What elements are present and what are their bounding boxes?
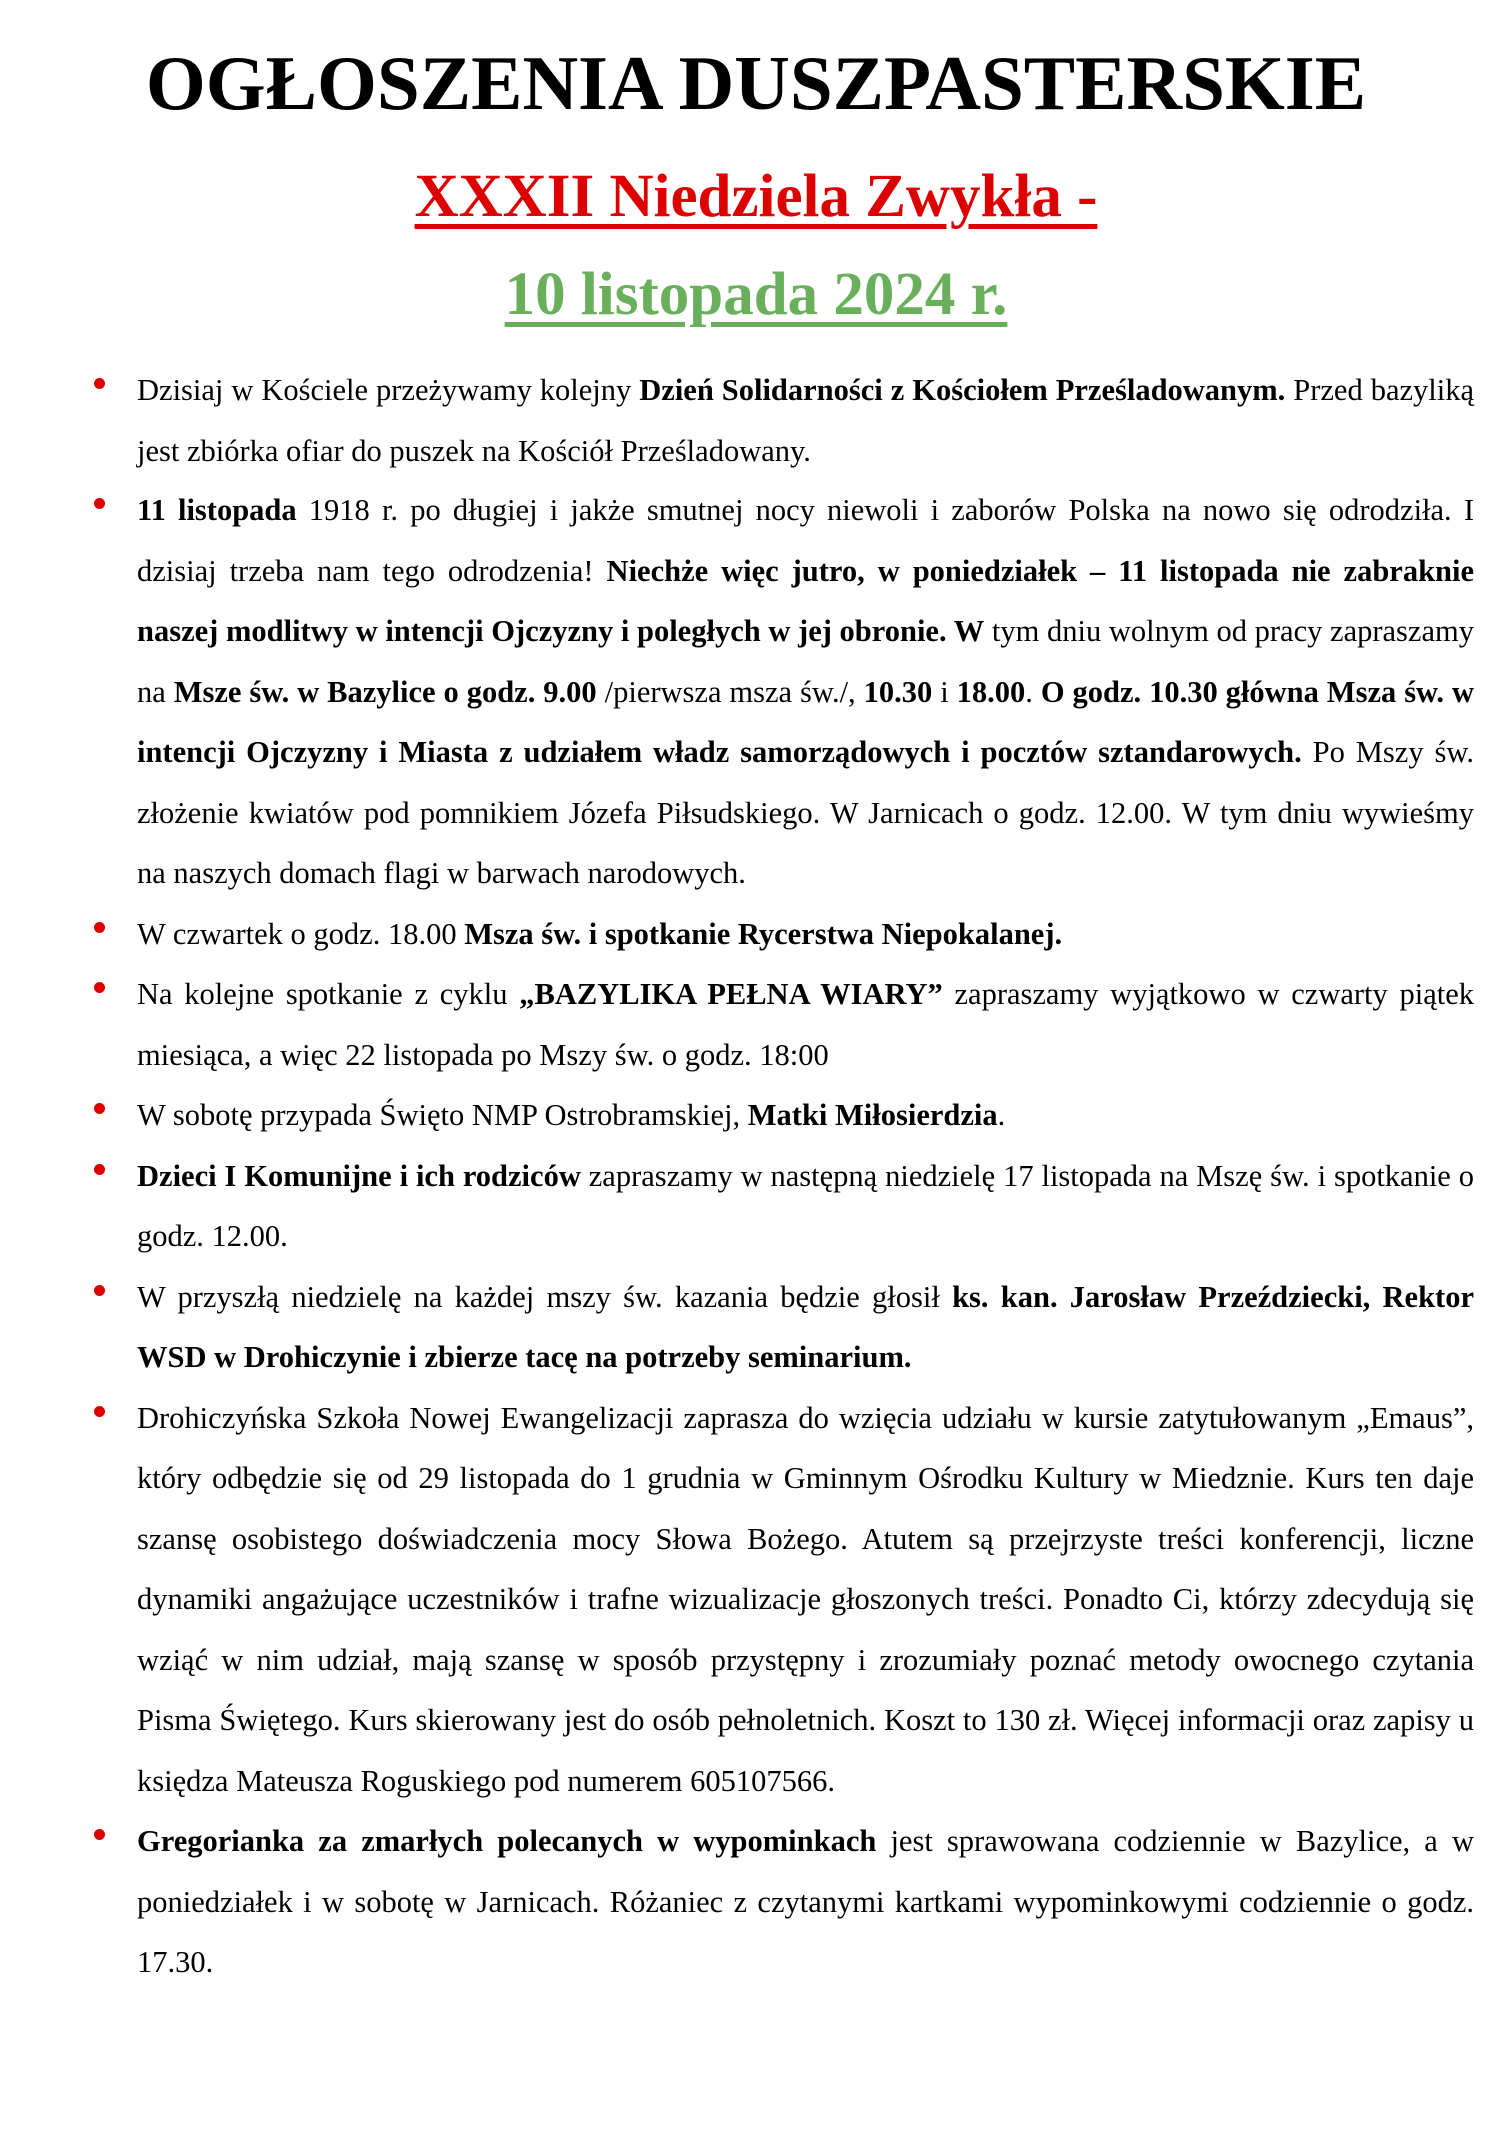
bullet-dot-icon [94, 922, 105, 933]
date-heading [0, 258, 1512, 332]
bullet-dot-icon [94, 1829, 105, 1840]
announcement-text: W przyszłą niedzielę na każdej mszy św. kazania będzie głosił ks. kan. Jarosław Przeździecki, Rektor WSD w Drohiczynie i zbierze tacę na potrzeby seminarium. [137, 1279, 1474, 1374]
date-text: 10 listopada 2024 r. [504, 261, 1008, 328]
announcement-item [0, 1085, 1512, 1146]
announcement-text: Gregorianka za zmarłych polecanych w wypominkach jest sprawowana codziennie w Bazylice, a w poniedziałek i w sobotę w Jarnicach. Różaniec z czytanymi kartkami wypominkowymi codziennie o godz. 17.30. [137, 1824, 1474, 1979]
announcement-text: Dzisiaj w Kościele przeżywamy kolejny Dzień Solidarności z Kościołem Prześladowanym. Przed bazyliką jest zbiórka ofiar do puszek na Kościół Prześladowany. [137, 373, 1475, 468]
bullet-dot-icon [94, 1103, 105, 1114]
bullet-dot-icon [94, 1406, 105, 1417]
bullet-dot-icon [94, 498, 105, 509]
announcement-text: Dzieci I Komunijne i ich rodziców zapraszamy w następną niedzielę 17 listopada na Mszę św. i spotkanie o godz. 12.00. [137, 1158, 1474, 1253]
announcement-list [0, 360, 1512, 1993]
announcement-item [0, 360, 1512, 481]
announcement-item [0, 480, 1512, 904]
announcement-text: 11 listopada 1918 r. po długiej i jakże smutnej nocy niewoli i zaborów Polska na nowo się odrodziła. I dzisiaj trzeba nam tego odrodzenia! Niechże więc jutro, w poniedziałek – 11 listopada nie zabraknie naszej modlitwy w intencji Ojczyzny i poległych w jej obronie. W tym dniu wolnym od pracy zapraszamy na Msze św. w Bazylice o godz. 9.00 /pierwsza msza św./, 10.30 i 18.00. O godz. 10.30 główna Msza św. w intencji Ojczyzny i Miasta z udziałem władz samorządowych i pocztów sztandarowych. Po Mszy św. złożenie kwiatów pod pomnikiem Józefa Piłsudskiego. W Jarnicach o godz. 12.00. W tym dniu wywieśmy na naszych domach flagi w barwach narodowych. [137, 493, 1475, 890]
announcement-item [0, 1267, 1512, 1388]
announcement-item [0, 904, 1512, 965]
announcement-item [0, 1146, 1512, 1267]
liturgical-sunday-heading [0, 160, 1512, 234]
bullet-dot-icon [94, 982, 105, 993]
announcement-text: W czwartek o godz. 18.00 Msza św. i spotkanie Rycerstwa Niepokalanej. [137, 916, 1063, 951]
bullet-dot-icon [94, 1164, 105, 1175]
liturgical-sunday-text: XXXII Niedziela Zwykła - [414, 163, 1098, 230]
bullet-dot-icon [94, 1285, 105, 1296]
bullet-dot-icon [94, 378, 105, 389]
announcement-text: Na kolejne spotkanie z cyklu „BAZYLIKA PEŁNA WIARY” zapraszamy wyjątkowo w czwarty piątek miesiąca, a więc 22 listopada po Mszy św. o godz. 18:00 [137, 977, 1474, 1072]
announcement-item [0, 1811, 1512, 1993]
announcement-text: W sobotę przypada Święto NMP Ostrobramskiej, Matki Miłosierdzia. [137, 1098, 1006, 1132]
announcement-item [0, 1388, 1512, 1812]
announcement-text: Drohiczyńska Szkoła Nowej Ewangelizacji zaprasza do wzięcia udziału w kursie zatytułowanym „Emaus”, który odbędzie się od 29 listopada do 1 grudnia w Gminnym Ośrodku Kultury w Miedznie. Kurs ten daje szansę osobistego doświadczenia mocy Słowa Bożego. Atutem są przejrzyste treści konferencji, liczne dynamiki angażujące uczestników i trafne wizualizacje głoszonych treści. Ponadto Ci, którzy zdecydują się wziąć w nim udział, mają szansę w sposób przystępny i zrozumiały poznać metody owocnego czytania Pisma Świętego. Kurs skierowany jest do osób pełnoletnich. Koszt to 130 zł. Więcej informacji oraz zapisy u księdza Mateusza Roguskiego pod numerem 605107566. [137, 1400, 1474, 1798]
announcement-item [0, 964, 1512, 1085]
page-title: OGŁOSZENIA DUSZPASTERSKIE [145, 40, 1367, 126]
